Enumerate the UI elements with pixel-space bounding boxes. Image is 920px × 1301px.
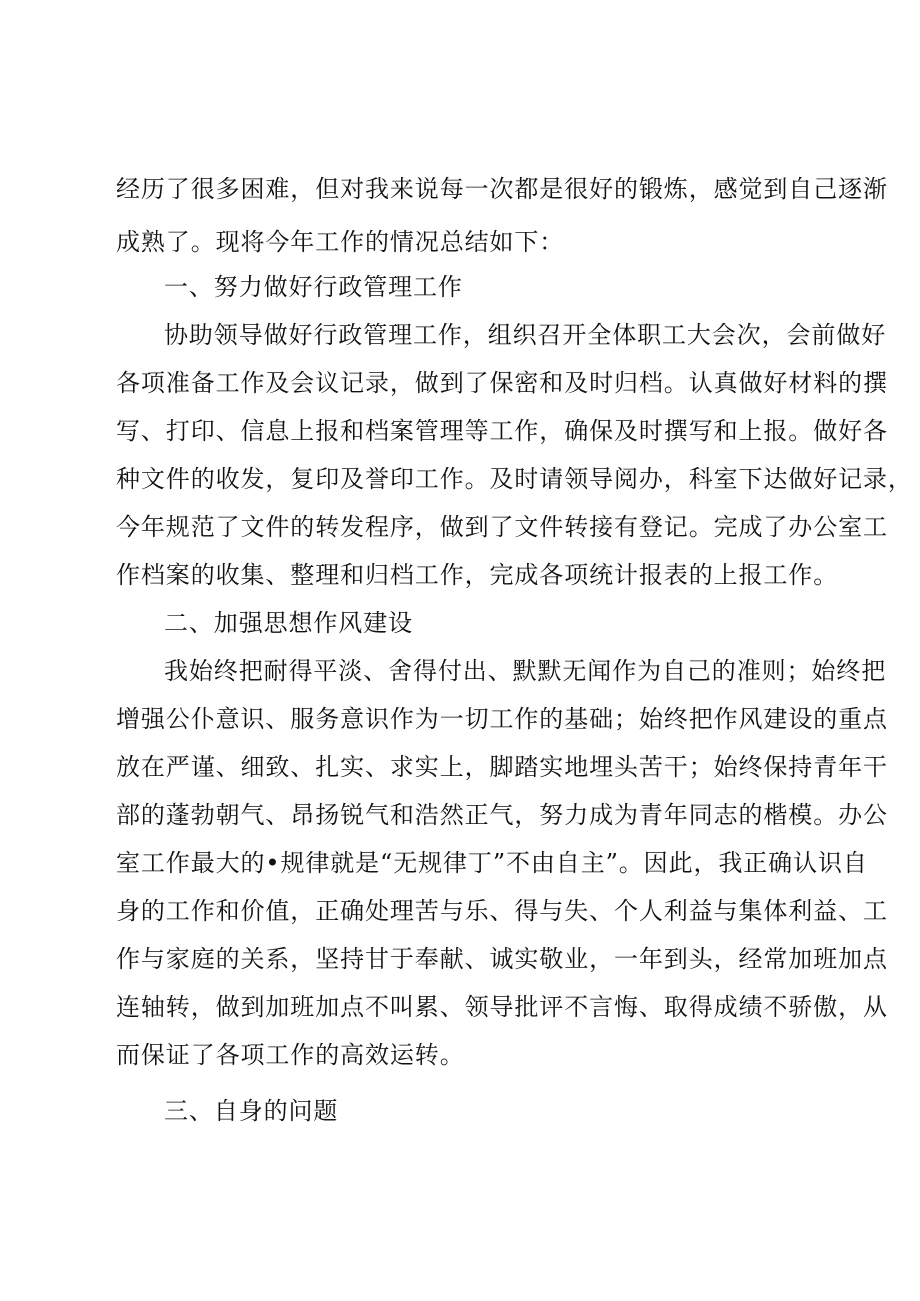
paragraph-line: 增强公仆意识、服务意识作为一切工作的基础；始终把作风建设的重点 (116, 705, 888, 733)
paragraph-line: 连轴转，做到加班加点不叫累、领导批评不言悔、取得成绩不骄傲，从 (116, 993, 888, 1021)
paragraph-line: 室工作最大的•规律就是“无规律丁”不由自主”。因此，我正确认识自 (116, 849, 868, 877)
section-heading-2: 二、加强思想作风建设 (164, 609, 413, 637)
paragraph-line: 今年规范了文件的转发程序，做到了文件转接有登记。完成了办公室工 (116, 513, 888, 541)
section-heading-3: 三、自身的问题 (164, 1097, 339, 1125)
paragraph-line: 经历了很多困难，但对我来说每一次都是很好的锻炼，感觉到自己逐渐 (116, 175, 888, 203)
paragraph-line: 身的工作和价值，正确处理苦与乐、得与失、个人利益与集体利益、工 (116, 897, 888, 925)
paragraph-line: 我始终把耐得平淡、舍得付出、默默无闻作为自己的准则；始终把 (164, 657, 887, 685)
paragraph-line: 作与家庭的关系，坚持甘于奉献、诚实敬业，一年到头，经常加班加点 (116, 945, 888, 973)
section-heading-1: 一、努力做好行政管理工作 (164, 273, 463, 301)
paragraph-line: 部的蓬勃朝气、昂扬锐气和浩然正气，努力成为青年同志的楷模。办公 (116, 801, 888, 829)
paragraph-line: 作档案的收集、整理和归档工作，完成各项统计报表的上报工作。 (116, 561, 839, 589)
paragraph-line: 种文件的收发，复印及誉印工作。及时请领导阅办，科室下达做好记录， (116, 465, 913, 493)
paragraph-line: 而保证了各项工作的高效运转。 (116, 1041, 465, 1069)
paragraph-line: 各项准备工作及会议记录，做到了保密和及时归档。认真做好材料的撰 (116, 369, 888, 397)
paragraph-line: 成熟了。现将今年工作的情况总结如下： (116, 228, 565, 256)
paragraph-line: 写、打印、信息上报和档案管理等工作，确保及时撰写和上报。做好各 (116, 417, 888, 445)
paragraph-line: 放在严谨、细致、扎实、求实上，脚踏实地埋头苦干；始终保持青年干 (116, 753, 888, 781)
paragraph-line: 协助领导做好行政管理工作，组织召开全体职工大会次，会前做好 (164, 321, 887, 349)
